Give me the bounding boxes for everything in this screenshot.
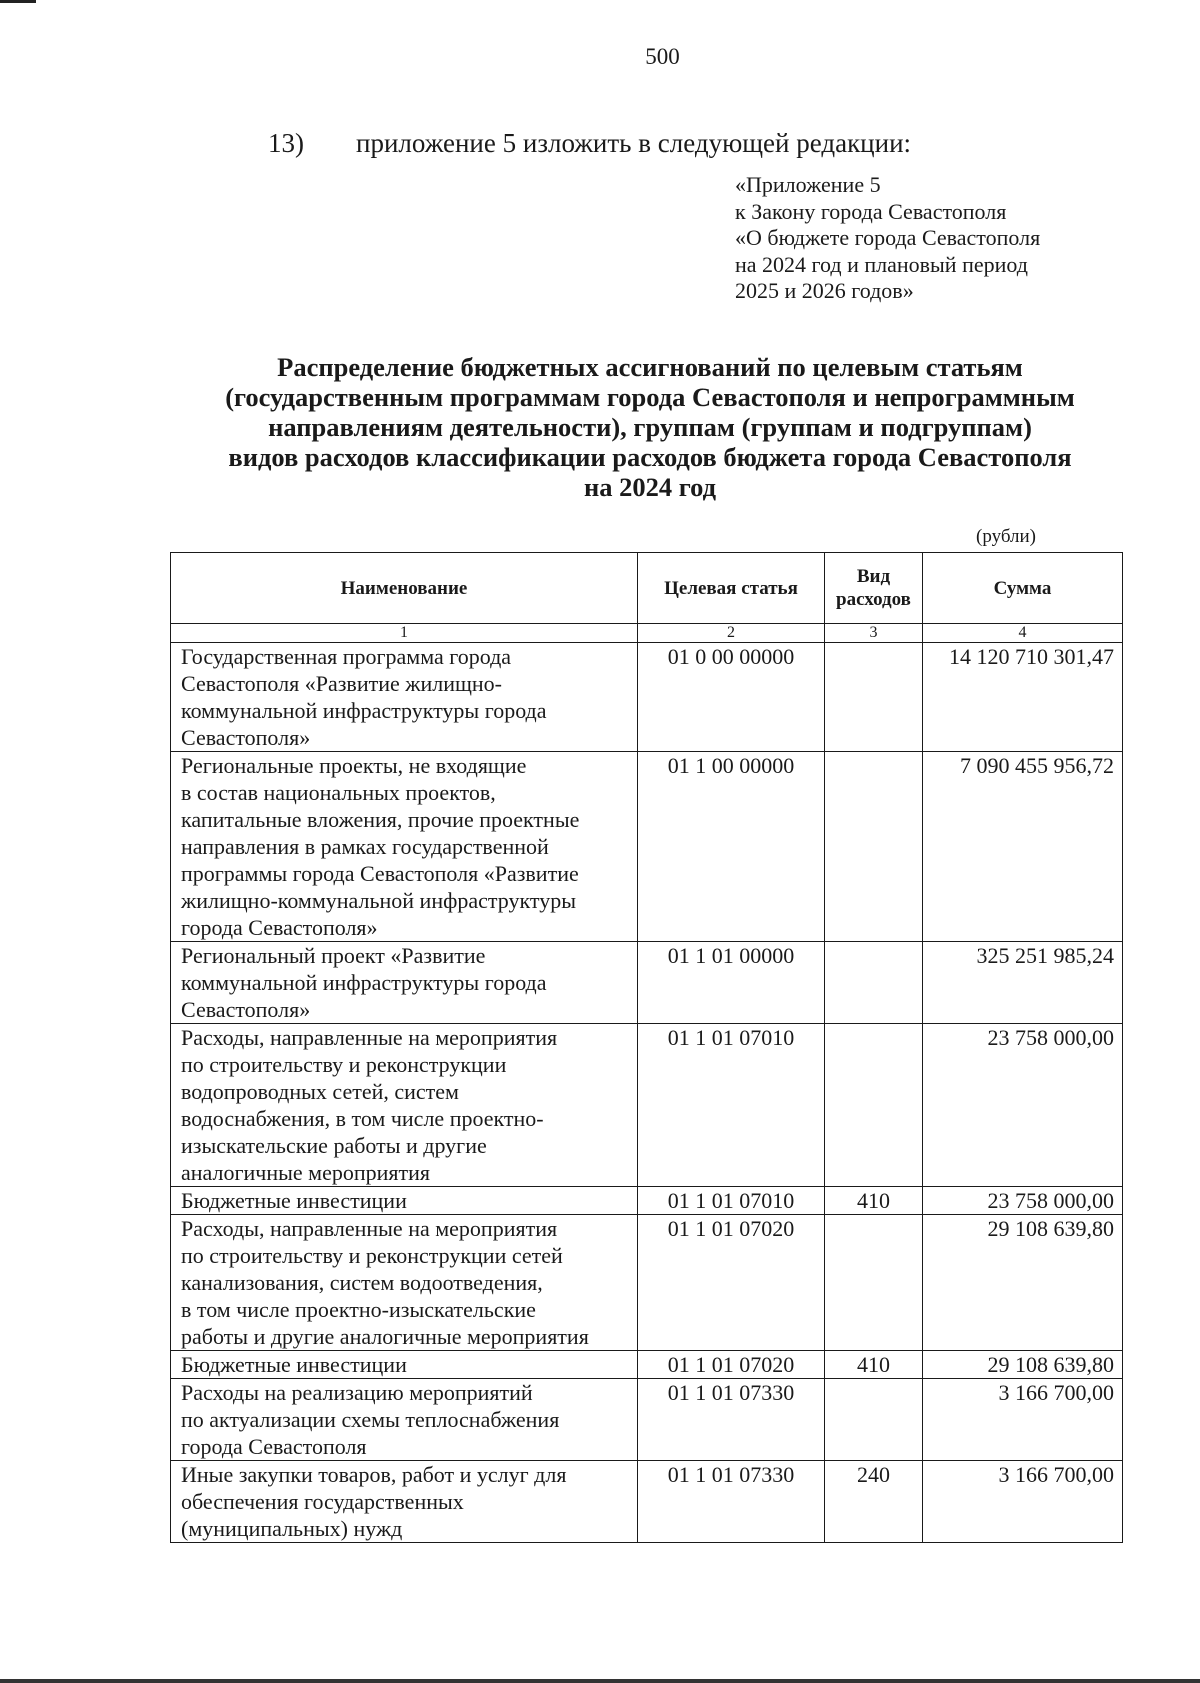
table-row [171, 1187, 1123, 1215]
row-name-line: обеспечения государственных [181, 1489, 464, 1514]
page-number: 500 [645, 44, 680, 69]
row-name-line: Иные закупки товаров, работ и услуг для [181, 1462, 567, 1487]
scan-edge [0, 1679, 1200, 1683]
row-name-line: Расходы, направленные на мероприятия [181, 1025, 558, 1050]
row-name [171, 1215, 638, 1351]
row-name-line: Севастополя» [181, 997, 311, 1022]
row-name-line: по строительству и реконструкции [181, 1052, 507, 1077]
table-row [171, 1024, 1123, 1187]
column-number: 2 [638, 624, 825, 643]
row-name-line: Расходы на реализацию мероприятий [181, 1380, 533, 1405]
units-label: (рубли) [976, 526, 1036, 547]
header-code: Целевая статья [638, 553, 825, 624]
row-amount: 29 108 639,80 [923, 1215, 1123, 1351]
row-name-line: жилищно-коммунальной инфраструктуры [181, 888, 576, 913]
row-expense-type [825, 1024, 923, 1187]
table-header-row [171, 553, 1123, 624]
row-name-line: в состав национальных проектов, [181, 780, 496, 805]
row-name-line: по актуализации схемы теплоснабжения [181, 1407, 560, 1432]
table-row [171, 1215, 1123, 1351]
row-name-line: (муниципальных) нужд [181, 1516, 403, 1541]
row-name-line: Бюджетные инвестиции [181, 1352, 407, 1377]
row-name [171, 1351, 638, 1379]
header-sum: Сумма [923, 553, 1123, 624]
row-name [171, 1024, 638, 1187]
budget-rows [171, 643, 1123, 1543]
column-number-row [171, 624, 1123, 643]
header-kind-line: расходов [836, 589, 911, 610]
row-expense-type [825, 1379, 923, 1461]
row-name [171, 1461, 638, 1543]
header-kind-line: Вид [856, 566, 891, 587]
row-name-line: Севастополя» [181, 725, 311, 750]
annex-line: «Приложение 5 [735, 172, 881, 197]
row-amount: 3 166 700,00 [923, 1461, 1123, 1543]
scan-mark [0, 0, 36, 3]
row-name-line: Севастополя «Развитие жилищно- [181, 671, 503, 696]
annex-line: 2025 и 2026 годов» [735, 278, 914, 303]
row-name-line: в том числе проектно-изыскательские [181, 1297, 536, 1322]
row-expense-type: 410 [825, 1351, 923, 1379]
annex-line: «О бюджете города Севастополя [735, 225, 1041, 250]
table-row [171, 942, 1123, 1024]
row-expense-type [825, 1215, 923, 1351]
column-number: 3 [825, 624, 923, 643]
row-name-line: коммунальной инфраструктуры города [181, 698, 547, 723]
column-number: 4 [923, 624, 1123, 643]
row-target-article: 01 1 01 07330 [638, 1379, 825, 1461]
row-target-article: 01 1 00 00000 [638, 752, 825, 942]
row-amount: 325 251 985,24 [923, 942, 1123, 1024]
row-amount: 3 166 700,00 [923, 1379, 1123, 1461]
row-name [171, 1187, 638, 1215]
row-amount: 14 120 710 301,47 [923, 643, 1123, 752]
row-target-article: 01 1 01 07010 [638, 1024, 825, 1187]
row-name-line: капитальные вложения, прочие проектные [181, 807, 580, 832]
annex-line: к Закону города Севастополя [735, 198, 1007, 224]
row-name-line: работы и другие аналогичные мероприятия [181, 1324, 589, 1349]
table-row [171, 752, 1123, 942]
document-title [150, 352, 1150, 502]
table-row [171, 1379, 1123, 1461]
row-name-line: по строительству и реконструкции сетей [181, 1243, 563, 1268]
row-name-line: аналогичные мероприятия [181, 1160, 431, 1185]
amendment-number: 13) [268, 128, 304, 158]
row-name-line: Расходы, направленные на мероприятия [181, 1216, 558, 1241]
row-target-article: 01 1 01 07020 [638, 1351, 825, 1379]
amendment-text: приложение 5 изложить в следующей редакции: [356, 128, 912, 158]
row-name-line: изыскательские работы и другие [181, 1133, 487, 1158]
row-name-line: Региональные проекты, не входящие [181, 753, 527, 778]
annex-line: на 2024 год и плановый период [735, 251, 1028, 277]
row-name-line: Государственная программа города [181, 644, 512, 669]
row-target-article: 01 0 00 00000 [638, 643, 825, 752]
row-name [171, 643, 638, 752]
row-expense-type [825, 942, 923, 1024]
row-name-line: направления в рамках государственной [181, 834, 549, 859]
row-name-line: Бюджетные инвестиции [181, 1188, 407, 1213]
table-row [171, 1351, 1123, 1379]
annex-reference [735, 172, 1040, 305]
row-target-article: 01 1 01 07330 [638, 1461, 825, 1543]
row-name-line: канализования, систем водоотведения, [181, 1270, 543, 1295]
row-name-line: водопроводных сетей, систем [181, 1079, 459, 1104]
amendment-instruction [268, 128, 911, 159]
row-amount: 7 090 455 956,72 [923, 752, 1123, 942]
row-expense-type: 240 [825, 1461, 923, 1543]
table-row [171, 1461, 1123, 1543]
row-name-line: города Севастополя [181, 1434, 367, 1459]
title-line: на 2024 год [583, 472, 717, 502]
row-amount: 29 108 639,80 [923, 1351, 1123, 1379]
budget-table [170, 552, 1123, 1543]
row-name [171, 1379, 638, 1461]
title-line: (государственным программам города Севастополя и непрограммным [225, 382, 1075, 412]
row-name [171, 942, 638, 1024]
row-expense-type [825, 752, 923, 942]
row-name [171, 752, 638, 942]
row-name-line: водоснабжения, в том числе проектно- [181, 1106, 544, 1131]
title-line: направлениям деятельности), группам (группам и подгруппам) [268, 412, 1032, 442]
row-name-line: коммунальной инфраструктуры города [181, 970, 547, 995]
row-name-line: программы города Севастополя «Развитие [181, 861, 579, 886]
title-line: видов расходов классификации расходов бюджета города Севастополя [228, 442, 1072, 472]
title-line: Распределение бюджетных ассигнований по целевым статьям [277, 352, 1023, 382]
header-kind [825, 553, 923, 624]
row-amount: 23 758 000,00 [923, 1024, 1123, 1187]
column-number: 1 [171, 624, 638, 643]
row-name-line: Региональный проект «Развитие [181, 943, 486, 968]
table-row [171, 643, 1123, 752]
row-expense-type: 410 [825, 1187, 923, 1215]
row-target-article: 01 1 01 00000 [638, 942, 825, 1024]
row-expense-type [825, 643, 923, 752]
header-name: Наименование [171, 553, 638, 624]
row-target-article: 01 1 01 07010 [638, 1187, 825, 1215]
row-target-article: 01 1 01 07020 [638, 1215, 825, 1351]
row-name-line: города Севастополя» [181, 915, 378, 940]
row-amount: 23 758 000,00 [923, 1187, 1123, 1215]
